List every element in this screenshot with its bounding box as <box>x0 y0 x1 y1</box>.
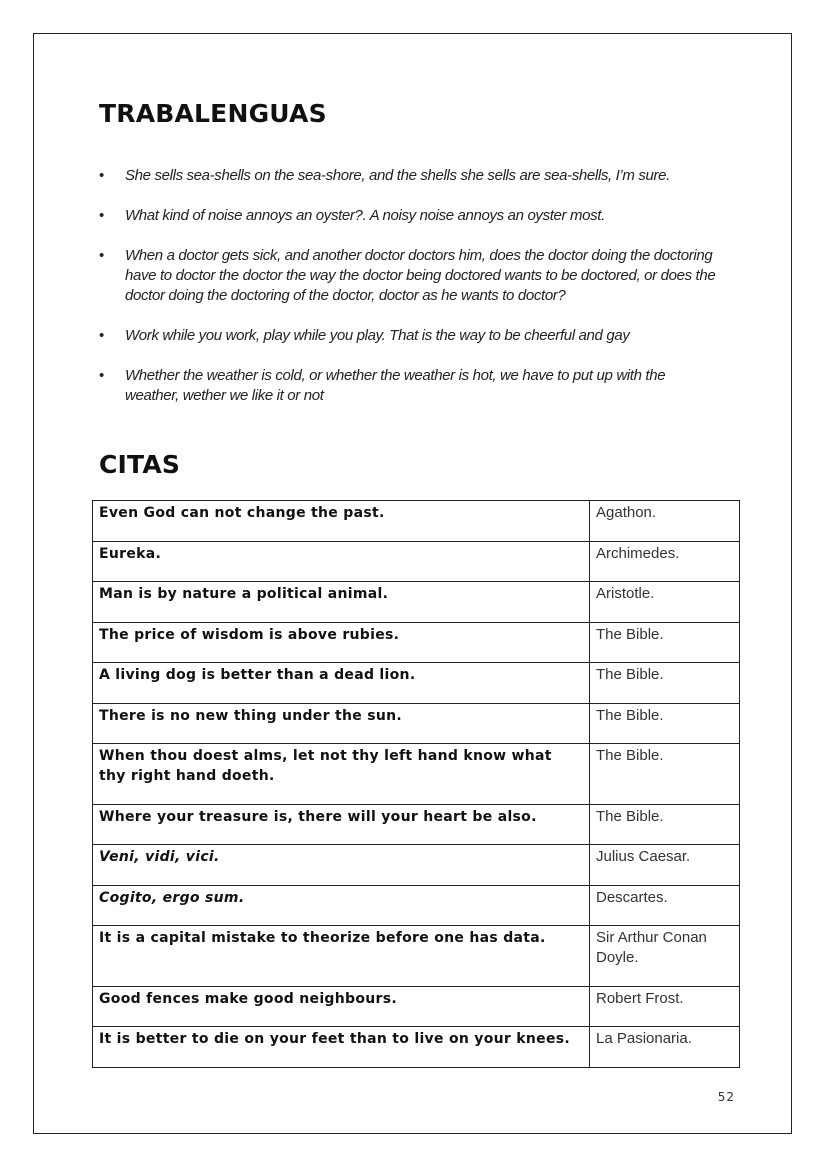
bullet-icon: • <box>99 167 104 184</box>
page-number: 52 <box>717 1090 735 1104</box>
quote-row <box>93 622 740 663</box>
tongue-twister-text: Whether the weather is cold, or whether the weather is hot, we have to put up with the weather, wether we like it or not <box>125 367 666 404</box>
quote-author: Sir Arthur Conan Doyle. <box>590 926 740 987</box>
quote-row <box>93 885 740 926</box>
quotes-table <box>92 500 740 1068</box>
trabalenguas-heading: TRABALENGUAS <box>99 99 327 128</box>
quote-author: La Pasionaria. <box>590 1027 740 1068</box>
tongue-twister-item <box>99 326 719 346</box>
quote-author: The Bible. <box>590 804 740 845</box>
tongue-twister-item <box>99 166 719 186</box>
quote-author: Aristotle. <box>590 582 740 623</box>
quote-text: A living dog is better than a dead lion. <box>93 663 590 704</box>
quote-row <box>93 663 740 704</box>
quote-row <box>93 541 740 582</box>
quote-text: It is a capital mistake to theorize before one has data. <box>93 926 590 987</box>
quote-text: Man is by nature a political animal. <box>93 582 590 623</box>
quote-author: Julius Caesar. <box>590 845 740 886</box>
quote-text: Where your treasure is, there will your heart be also. <box>93 804 590 845</box>
quote-author: The Bible. <box>590 703 740 744</box>
quote-row <box>93 501 740 542</box>
quote-row <box>93 744 740 805</box>
quote-author: The Bible. <box>590 622 740 663</box>
quote-text: When thou doest alms, let not thy left hand know what thy right hand doeth. <box>93 744 590 805</box>
quote-author: Archimedes. <box>590 541 740 582</box>
citas-heading: CITAS <box>99 450 181 479</box>
tongue-twister-text: What kind of noise annoys an oyster?. A noisy noise annoys an oyster most. <box>125 207 605 224</box>
quote-row <box>93 804 740 845</box>
bullet-icon: • <box>99 367 104 384</box>
quote-text: The price of wisdom is above rubies. <box>93 622 590 663</box>
tongue-twister-item <box>99 206 719 226</box>
tongue-twister-text: Work while you work, play while you play. That is the way to be cheerful and gay <box>125 327 630 344</box>
tongue-twister-list <box>99 166 719 426</box>
quote-author: The Bible. <box>590 744 740 805</box>
quote-row <box>93 986 740 1027</box>
tongue-twister-item <box>99 366 719 406</box>
quote-author: Robert Frost. <box>590 986 740 1027</box>
quote-text: Cogito, ergo sum. <box>93 885 590 926</box>
tongue-twister-text: When a doctor gets sick, and another doctor doctors him, does the doctor doing the doctoring have to doctor the doctor the way the doctor being doctored wants to be doctored, or does the doctor doing the doctoring of the doctor, doctor as he wants to doctor? <box>125 247 716 304</box>
quote-text: It is better to die on your feet than to live on your knees. <box>93 1027 590 1068</box>
bullet-icon: • <box>99 327 104 344</box>
quote-row <box>93 926 740 987</box>
quote-author: Descartes. <box>590 885 740 926</box>
quote-text: Even God can not change the past. <box>93 501 590 542</box>
quote-author: Agathon. <box>590 501 740 542</box>
quote-row <box>93 845 740 886</box>
quote-author: The Bible. <box>590 663 740 704</box>
bullet-icon: • <box>99 207 104 224</box>
quote-text: Eureka. <box>93 541 590 582</box>
quote-row <box>93 582 740 623</box>
quote-text: Veni, vidi, vici. <box>93 845 590 886</box>
quote-row <box>93 1027 740 1068</box>
bullet-icon: • <box>99 247 104 264</box>
tongue-twister-text: She sells sea-shells on the sea-shore, and the shells she sells are sea-shells, I’m sure. <box>125 167 670 184</box>
quote-text: There is no new thing under the sun. <box>93 703 590 744</box>
tongue-twister-item <box>99 246 719 306</box>
quote-row <box>93 703 740 744</box>
quote-text: Good fences make good neighbours. <box>93 986 590 1027</box>
